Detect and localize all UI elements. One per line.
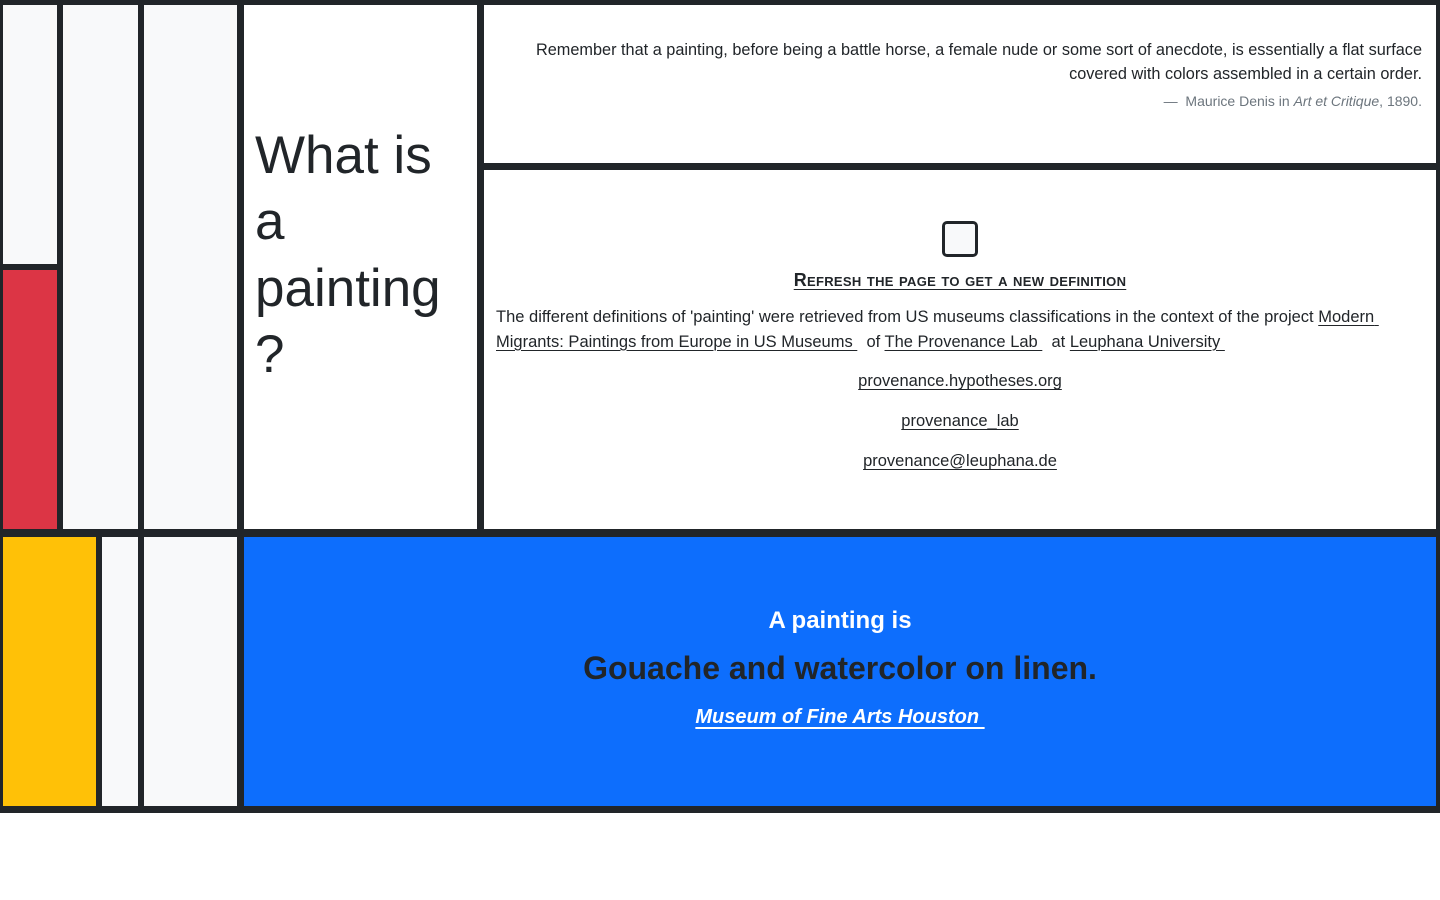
leuphana-university-link[interactable]: Leuphana University [1069,332,1225,351]
list-item [484,449,1436,473]
mondrian-block-red [3,270,57,529]
list-item [484,369,1436,393]
mondrian-block-white-bottom-narrow [102,537,138,806]
page-title: What is a painting ? [255,126,441,384]
about-text-intro: The different definitions of 'painting' were retrieved from US museums classifications in the context of the project [496,308,1319,326]
quote-attribution-suffix: , 1890. [1379,93,1422,109]
mondrian-block-white-bottom [144,537,237,806]
museum-source-link[interactable]: Museum of Fine Arts Houston [695,706,985,729]
placeholder-box-icon [942,221,978,257]
provenance-lab-link[interactable]: The Provenance Lab [884,332,1043,351]
mondrian-block-white-column-3 [144,5,237,529]
quote-attribution-prefix: — Maurice Denis in [1163,93,1294,109]
provenance-email-link[interactable]: provenance@leuphana.de [863,452,1057,470]
quote-panel [484,5,1436,163]
about-project-paragraph [484,305,1436,354]
painting-definition-text: Gouache and watercolor on linen. [583,649,1097,686]
about-text-at: at [1042,332,1070,351]
quote-attribution [496,91,1422,112]
mondrian-block-white-top-left [3,5,57,264]
mondrian-block-white-column-2 [63,5,138,529]
refresh-definition-link[interactable]: Refresh the page to get a new definition [793,270,1127,290]
provenance-lab-handle-link[interactable]: provenance_lab [901,412,1019,430]
quote-text: Remember that a painting, before being a battle horse, a female nude or some sort of anecdote, is essentially a flat surface covered with colors assembled in a certain order. [535,41,1427,83]
title-panel [244,5,477,529]
mondrian-block-yellow [3,537,96,806]
provenance-blog-link[interactable]: provenance.hypotheses.org [858,372,1062,390]
result-panel [244,537,1436,806]
list-item [484,409,1436,433]
result-heading: A painting is [768,607,912,634]
about-text-of: of [857,332,885,351]
quote-attribution-cite: Art et Critique [1293,93,1380,109]
project-link[interactable]: Modern Migrants: Paintings from Europe in US Museums [496,308,1379,351]
definition-panel [484,170,1436,529]
